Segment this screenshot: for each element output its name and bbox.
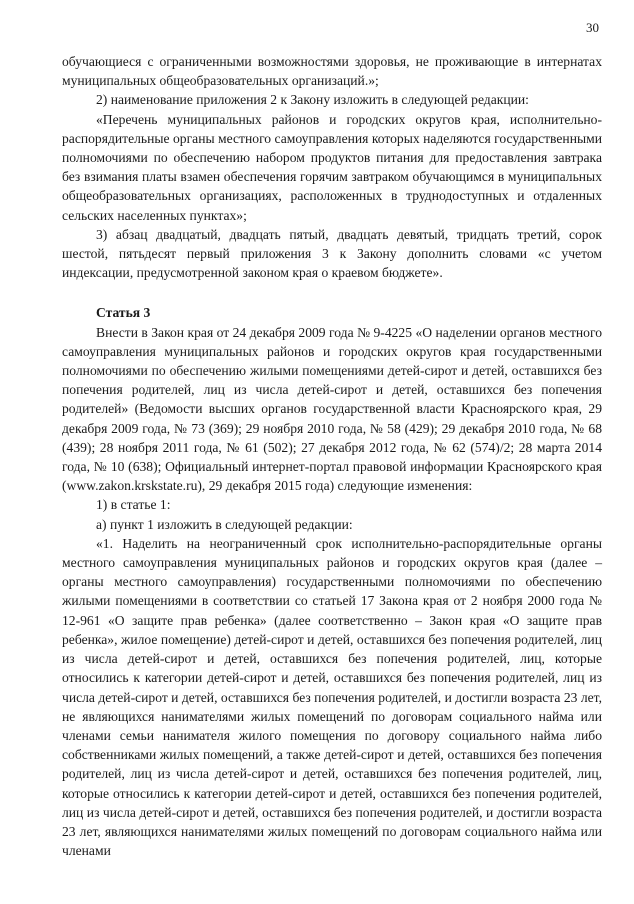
paragraph-appendix-title: «Перечень муниципальных районов и городских округов края, исполнительно-распорядительные органы местного самоуправления которых наделяются государственными полномочиями по обеспечению набором продуктов питания для предоставления завтрака без взимания платы взамен обеспечения горячим завтраком обучающимся в муниципальных общеобразовательных организациях, расположенных в труднодоступных и отдаленных сельских населенных пунктах»; <box>62 111 602 223</box>
article-intro-paragraph: Внести в Закон края от 24 декабря 2009 года № 9-4225 «О наделении органов местного самоуправления муниципальных районов и городских округов края государственными полномочиями по обеспечению жилыми помещениями детей-сирот и детей, оставшихся без попечения родителей, лиц из числа детей-сирот и детей, оставшихся без попечения родителей» (Ведомости высших органов государственной власти Красноярского края, 29 декабря 2009 года, № 73 (369); 29 ноября 2010 года, № 58 (429); 29 декабря 2010 года, № 68 (439); 28 ноября 2011 года, № 61 (502); 27 декабря 2012 года, № 62 (574)/2; 28 марта 2014 года, № 10 (638); Официальный интернет-портал правовой информации Красноярского края (www.zakon.krskstate.ru), 29 декабря 2015 года) следующие изменения: <box>62 324 602 494</box>
article-item-1: 1) в статье 1: <box>96 497 171 513</box>
article-heading: Статья 3 <box>96 305 151 321</box>
paragraph-continuation: обучающиеся с ограниченными возможностями здоровья, не проживающие в интернатах муниципальных общеобразовательных организаций.»; <box>62 54 602 89</box>
paragraph-item-2: 2) наименование приложения 2 к Закону изложить в следующей редакции: <box>96 92 529 108</box>
paragraph-item-3: 3) абзац двадцатый, двадцать пятый, двадцать девятый, тридцать третий, сорок шестой, пятьдесят первый приложения 3 к Закону дополнить словами «с учетом индексации, предусмотренной законом края о краевом бюджете». <box>62 226 602 281</box>
page-number: 30 <box>586 20 599 35</box>
document-body <box>62 52 602 860</box>
article-subitem-a: а) пункт 1 изложить в следующей редакции: <box>96 516 353 532</box>
article-point-1-text: «1. Наделить на неограниченный срок исполнительно-распорядительные органы местного самоуправления муниципальных районов и городских округов края (далее – органы местного самоуправления) государственными полномочиями по обеспечению жилыми помещениями в соответствии со статьей 17 Закона края от 2 ноября 2000 года № 12-961 «О защите прав ребенка» (далее соответственно – Закон края «О защите прав ребенка», жилое помещение) детей-сирот и детей, оставшихся без попечения родителей, лиц из числа детей-сирот и детей, оставшихся без попечения родителей, лиц, которые относились к категории детей-сирот и детей, оставшихся без попечения родителей, лиц из числа детей-сирот и детей, оставшихся без попечения родителей, и достигли возраста 23 лет, не являющихся нанимателями жилых помещений по договорам социального найма или членами семьи нанимателя жилого помещения по договору социального найма либо собственниками жилых помещений, а также детей-сирот и детей, оставшихся без попечения родителей, лиц из числа детей-сирот и детей, оставшихся без попечения родителей, лиц, которые относились к категории детей-сирот и детей, оставшихся без попечения родителей, лиц из числа детей-сирот и детей, оставшихся без попечения родителей, и достигли возраста 23 лет, являющихся нанимателями жилых помещений по договорам социального найма или членами <box>62 535 602 859</box>
